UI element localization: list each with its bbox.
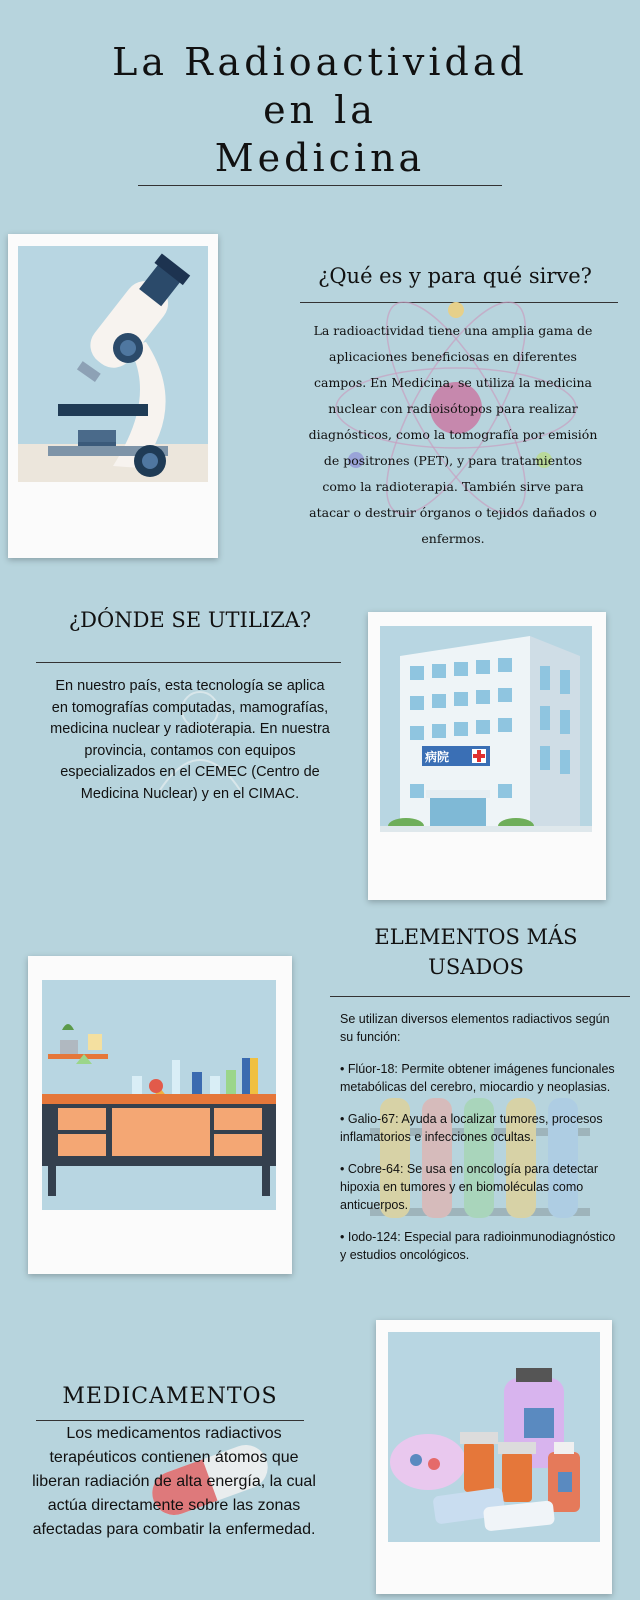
section-elements-heading bbox=[336, 922, 616, 982]
title-line-3: Medicina bbox=[214, 136, 426, 180]
element-item: • Iodo-124: Especial para radioinmunodiagnóstico y estudios oncológicos. bbox=[340, 1230, 616, 1262]
title-divider bbox=[138, 185, 502, 186]
element-item: • Flúor-18: Permite obtener imágenes funcionales metabólicas del cerebro, miocardio y neoplasias. bbox=[340, 1062, 615, 1094]
hospital-sign-text: 病院 bbox=[425, 750, 450, 764]
section-what-heading: ¿Qué es y para qué sirve? bbox=[318, 264, 592, 288]
microscope-icon bbox=[18, 246, 208, 482]
microscope-photo bbox=[18, 246, 208, 482]
section-elements-heading-line-1: ELEMENTOS MÁS bbox=[374, 925, 578, 949]
microscope-photo-frame bbox=[8, 234, 218, 558]
section-where-divider bbox=[36, 662, 341, 663]
hospital-photo-frame bbox=[368, 612, 606, 900]
section-elements-divider bbox=[330, 996, 630, 997]
laboratory-photo-frame bbox=[28, 956, 292, 1274]
section-elements-heading-line-2: USADOS bbox=[428, 955, 524, 979]
hospital-photo bbox=[380, 626, 592, 832]
section-elements-body bbox=[340, 1010, 622, 1278]
section-medicines-heading: MEDICAMENTOS bbox=[62, 1384, 278, 1409]
hospital-icon bbox=[380, 626, 592, 832]
medicine-bottles-icon bbox=[388, 1332, 600, 1542]
element-item: • Galio-67: Ayuda a localizar tumores, procesos inflamatorios e infecciones ocultas. bbox=[340, 1112, 603, 1144]
section-medicines-body: Los medicamentos radiactivos terapéuticos contienen átomos que liberan radiación de alta energía, la cual actúa directamente sobre las zonas afectadas para combatir la enfermedad. bbox=[32, 1425, 316, 1538]
section-medicines-divider bbox=[36, 1420, 304, 1421]
title-line-1: La Radioactividad bbox=[112, 40, 528, 84]
page-title bbox=[0, 38, 640, 182]
section-where-body: En nuestro país, esta tecnología se aplica en tomografías computadas, mamografías, medicina nuclear y radioterapia. En nuestra provincia, contamos con equipos especializados en el CEMEC (Centro de Medicina Nuclear) y en el CIMAC. bbox=[50, 678, 330, 802]
elements-intro: Se utilizan diversos elementos radiactivos según su función: bbox=[340, 1012, 610, 1044]
section-what-body: La radioactividad tiene una amplia gama de aplicaciones beneficiosas en diferentes campos. En Medicina, se utiliza la medicina nuclear con radioisótopos para realizar diagnósticos, como la tomografía por emisión de positrones (PET), y para tratamientos como la radioterapia. También sirve para atacar o destruir órganos o tejidos dañados o enfermos. bbox=[308, 323, 598, 546]
medicines-photo-frame bbox=[376, 1320, 612, 1594]
medicines-photo bbox=[388, 1332, 600, 1542]
element-item: • Cobre-64: Se usa en oncología para detectar hipoxia en tumores y en biomoléculas como anticuerpos. bbox=[340, 1162, 599, 1212]
laboratory-icon bbox=[42, 980, 276, 1210]
section-where-heading: ¿DÓNDE SE UTILIZA? bbox=[68, 608, 312, 632]
laboratory-photo bbox=[42, 980, 276, 1210]
title-line-2: en la bbox=[263, 88, 377, 132]
